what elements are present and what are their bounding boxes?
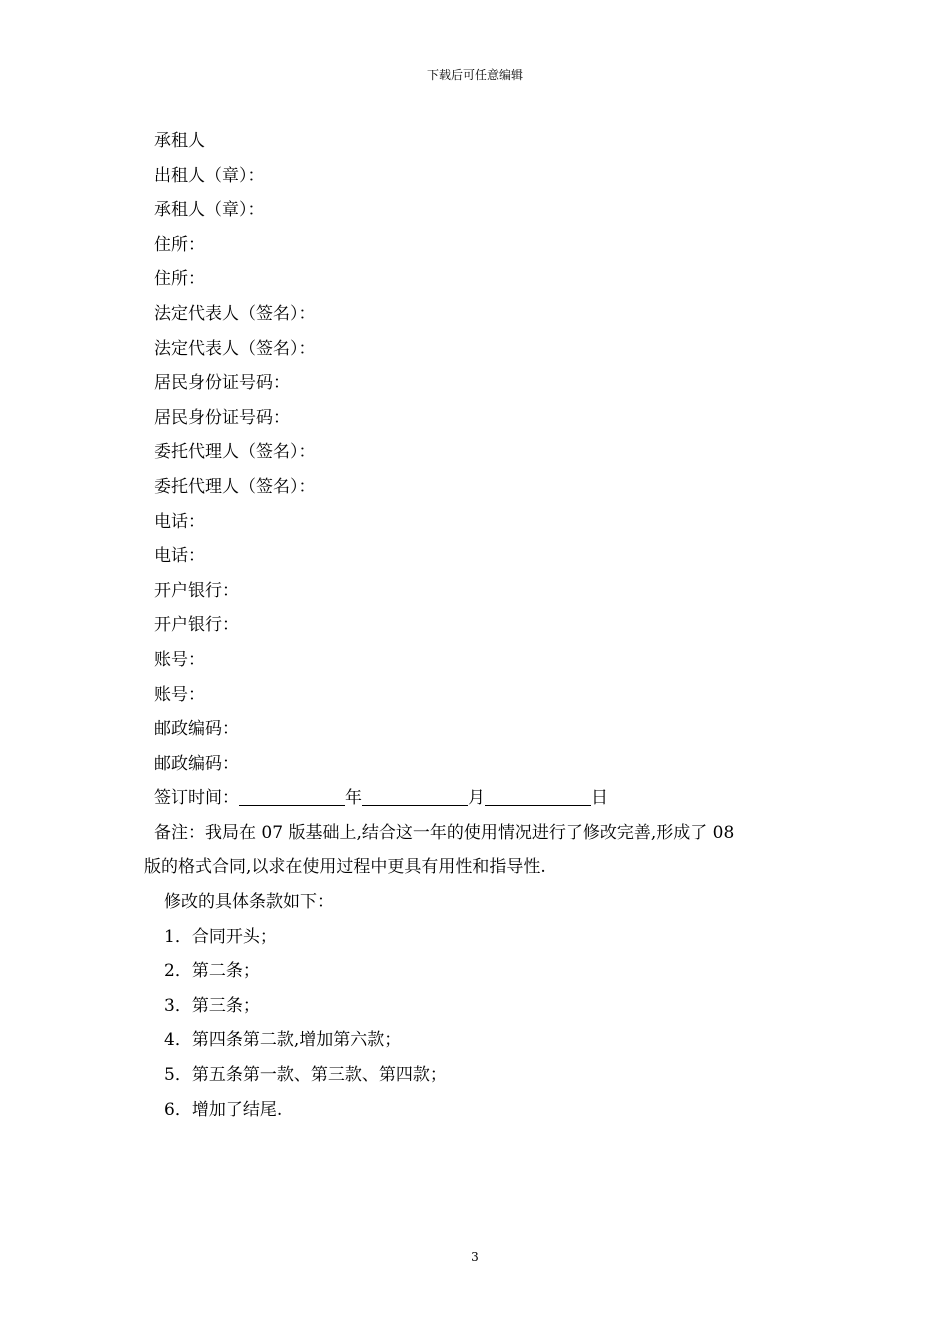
signature-line: 住所： [154,269,205,290]
day-blank [485,785,591,806]
day-label: 日 [591,788,608,809]
signature-line: 承租人 [154,131,205,151]
signature-line: 邮政编码： [154,719,239,740]
signature-line: 承租人（章）： [154,200,265,221]
signature-line: 开户银行： [154,615,239,636]
signature-line: 委托代理人（签名）： [154,442,316,463]
year-blank [239,785,345,806]
signature-line: 法定代表人（签名）： [154,338,316,359]
signing-date-line [154,781,834,816]
signature-line: 法定代表人（签名）： [154,303,316,324]
change-item: 4．第四条第二款,增加第六款； [164,1030,402,1051]
remarks-line-1: 备注：我局在 07 版基础上,结合这一年的使用情况进行了修改完善,形成了 08 [154,822,735,843]
signature-line: 住所： [154,234,205,255]
signing-date-label: 签订时间： [154,788,239,809]
signature-line: 开户银行： [154,580,239,601]
signature-line: 电话： [154,546,205,567]
signature-line: 居民身份证号码： [154,373,290,394]
change-item: 6．增加了结尾. [164,1099,283,1120]
remarks-line-2: 版的格式合同,以求在使用过程中更具有用性和指导性. [144,857,546,878]
document-body [144,124,834,1127]
signature-line: 出租人（章）： [154,165,265,186]
remarks-paragraph [144,816,834,885]
change-item: 3．第三条； [164,995,260,1016]
signature-line: 居民身份证号码： [154,407,290,428]
change-item: 2．第二条； [164,961,260,982]
change-item: 1．合同开头； [164,926,277,947]
month-blank [362,785,468,806]
signature-line: 账号： [154,649,205,670]
change-item: 5．第五条第一款、第三款、第四款； [164,1065,447,1086]
month-label: 月 [468,788,485,809]
signature-line: 邮政编码： [154,753,239,774]
signature-line: 委托代理人（签名）： [154,476,316,497]
signature-line: 电话： [154,511,205,532]
page-number: 3 [471,1250,479,1264]
year-label: 年 [345,788,362,809]
page-header: 下载后可任意编辑 [426,68,523,82]
changes-intro: 修改的具体条款如下： [164,892,334,913]
signature-line: 账号： [154,684,205,705]
